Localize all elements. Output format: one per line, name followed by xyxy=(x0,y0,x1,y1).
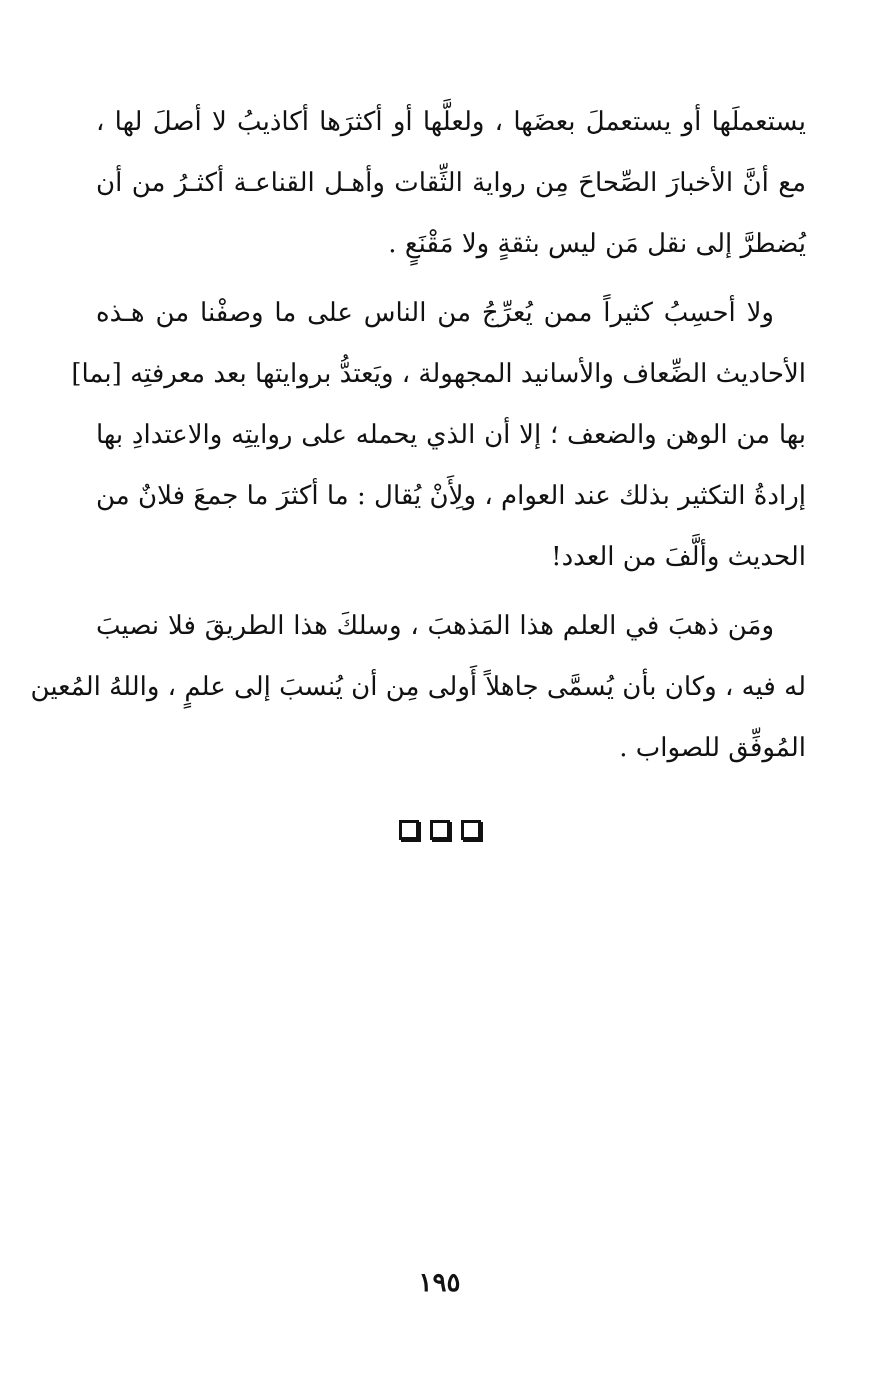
text-line: بها من الوهن والضعف ؛ إلا أن الذي يحمله على روايتِه والاعتدادِ بها xyxy=(96,420,806,450)
text-line: الأحاديث الضِّعاف والأسانيد المجهولة ، ويَعتدُّ بروايتها بعد معرفتِه [بما] xyxy=(71,359,806,389)
text-line: المُوفِّق للصواب . xyxy=(619,733,806,763)
paragraph-gap xyxy=(96,588,806,596)
text-line: له فيه ، وكان بأن يُسمَّى جاهلاً أَولى مِن أن يُنسبَ إلى علمٍ ، واللهُ المُعين xyxy=(30,672,806,702)
section-end-ornament xyxy=(0,820,879,840)
text-line: ومَن ذهبَ في العلم هذا المَذهبَ ، وسلكَ هذا الطريقَ فلا نصيبَ xyxy=(96,611,774,641)
paragraph-1 xyxy=(96,92,806,275)
text-line: ولا أحسِبُ كثيراً ممن يُعرِّجُ من الناس على ما وصفْنا من هـذه xyxy=(96,298,774,328)
paragraph-2 xyxy=(71,283,806,588)
page-body xyxy=(30,92,806,779)
paragraph-gap xyxy=(96,275,806,283)
page-number: ١٩٥ xyxy=(418,1268,461,1298)
text-line: يستعملَها أو يستعملَ بعضَها ، ولعلَّها أو أكثرَها أكاذيبُ لا أصلَ لها ، xyxy=(96,107,806,137)
text-line: مع أنَّ الأخبارَ الصِّحاحَ مِن رواية الثِّقات وأهـل القناعـة أكثـرُ من أن xyxy=(96,168,806,198)
square-ornament-icon xyxy=(399,820,419,840)
text-line: إرادةُ التكثير بذلك عند العوام ، ولِأَنْ يُقال : ما أكثرَ ما جمعَ فلانٌ من xyxy=(96,481,806,511)
text-line: يُضطرَّ إلى نقل مَن ليس بثقةٍ ولا مَقْنَعٍ . xyxy=(388,229,806,259)
square-ornament-icon xyxy=(461,820,481,840)
text-line: الحديث وألَّفَ من العدد! xyxy=(551,542,806,572)
paragraph-3 xyxy=(30,596,806,779)
square-ornament-icon xyxy=(430,820,450,840)
